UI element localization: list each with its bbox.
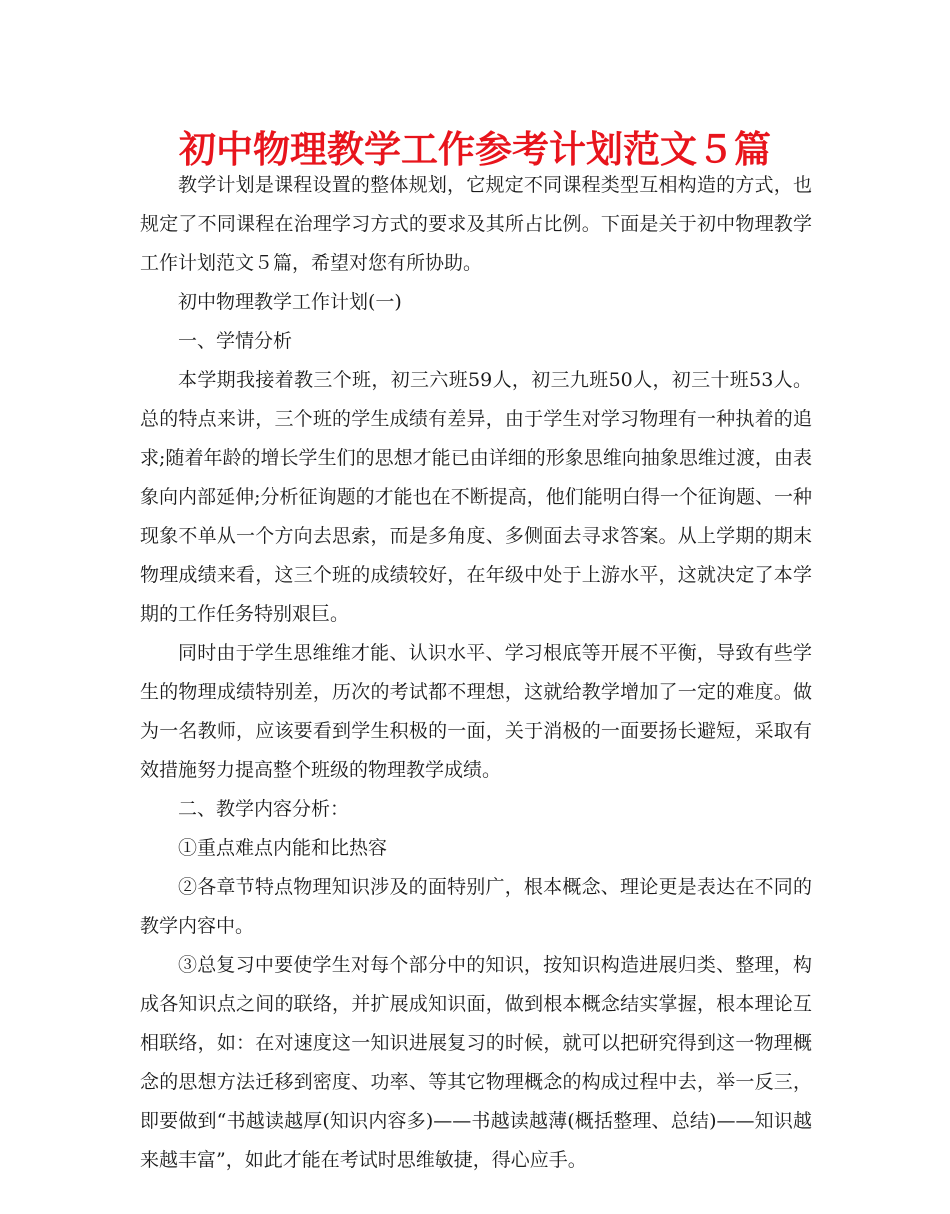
situation-paragraph-1: 本学期我接着教三个班，初三六班59人，初三九班50人，初三十班53人。总的特点来讲，三个班的学生成绩有差异，由于学生对学习物理有一种执着的追求;随着年龄的增长学生们的思想才能已由详细的形象思维向抽象思维过渡，由表象向内部延伸;分析征询题的才能也在不断提高，他们能明白得一个征询题、一种现象不单从一个方向去思索，而是多角度、多侧面去寻求答案。从上学期的期末物理成绩来看，这三个班的成绩较好，在年级中处于上游水平，这就决定了本学期的工作任务特别艰巨。 [140, 369, 812, 625]
section-heading-content: 二、教学内容分析： [178, 798, 350, 820]
section-heading-situation: 一、学情分析 [178, 330, 293, 352]
content-item-2: ②各章节特点物理知识涉及的面特别广，根本概念、理论更是表达在不同的教学内容中。 [140, 876, 812, 937]
content-item-3: ③总复习中要使学生对每个部分中的知识，按知识构造进展归类、整理，构成各知识点之间的联络，并扩展成知识面，做到根本概念结实掌握，根本理论互相联络，如：在对速度这一知识进展复习的时候，就可以把研究得到这一物理概念的思想方法迁移到密度、功率、等其它物理概念的构成过程中去，举一反三，即要做到“书越读越厚(知识内容多)——书越读越薄(概括整理、总结)——知识越来越丰富”，如此才能在考试时思维敏捷，得心应手。 [140, 954, 812, 1171]
plan-heading: 初中物理教学工作计划(一) [178, 291, 402, 313]
document-body [140, 166, 812, 1180]
content-item-1: ①重点难点内能和比热容 [178, 837, 388, 859]
document-title: 初中物理教学工作参考计划范文５篇 [179, 128, 771, 171]
intro-paragraph: 教学计划是课程设置的整体规划，它规定不同课程类型互相构造的方式，也规定了不同课程在治理学习方式的要求及其所占比例。下面是关于初中物理教学工作计划范文５篇，希望对您有所协助。 [140, 174, 812, 274]
situation-paragraph-2: 同时由于学生思维维才能、认识水平、学习根底等开展不平衡，导致有些学生的物理成绩特别差，历次的考试都不理想，这就给教学增加了一定的难度。做为一名教师，应该要看到学生积极的一面，关于消极的一面要扬长避短，采取有效措施努力提高整个班级的物理教学成绩。 [140, 642, 812, 781]
